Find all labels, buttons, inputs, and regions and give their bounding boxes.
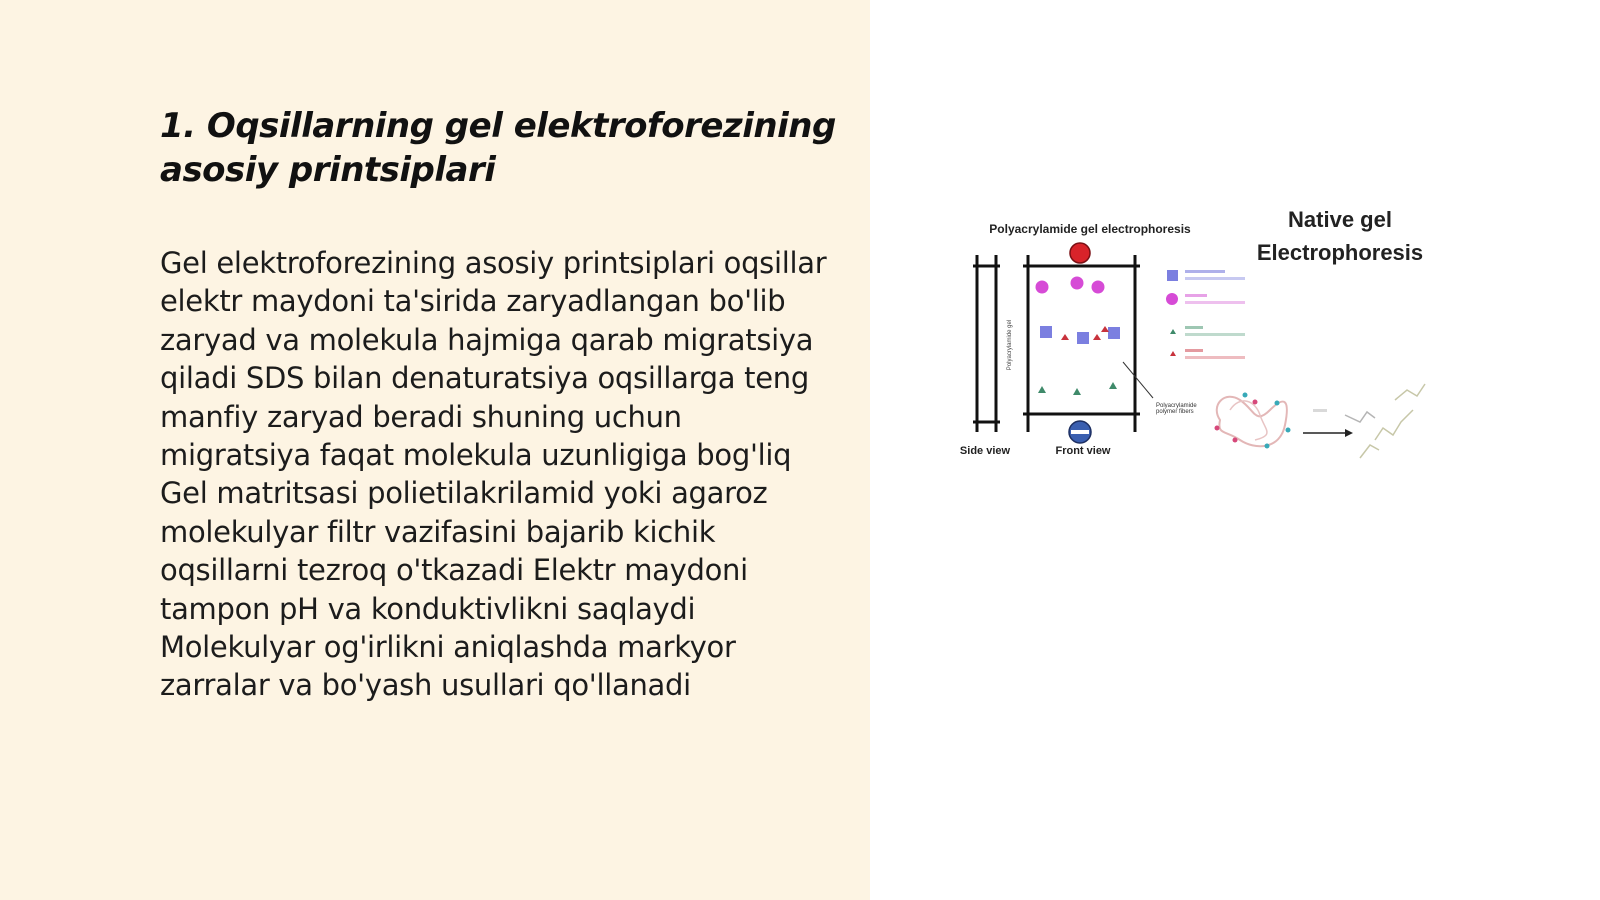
- cathode-electrode: [1070, 243, 1090, 263]
- protein-folding-sketch: [1215, 384, 1426, 458]
- side-view-label: Side view: [959, 445, 1011, 457]
- polymer-label-line2: polymer fibers: [1156, 409, 1194, 415]
- side-view-apparatus: [973, 255, 1000, 432]
- polymer-label-line1: Polyacrylamide: [1156, 403, 1197, 409]
- protein-squares: [1040, 326, 1120, 344]
- polymer-pointer: [1123, 362, 1153, 398]
- legend: [1166, 270, 1245, 359]
- diagram-title: Polyacrylamide gel electrophoresis: [989, 222, 1191, 236]
- native-gel-title-line2: Electrophoresis: [1256, 240, 1424, 265]
- minus-sign-icon: [1071, 430, 1089, 434]
- gel-side-label: Polyacrylamide gel: [1007, 319, 1013, 371]
- electrophoresis-diagram: [955, 200, 1455, 480]
- protein-circles: [1036, 277, 1105, 294]
- electrophoresis-figure: [955, 200, 1455, 480]
- slide-title: 1. Oqsillarning gel elektroforezining asosiy printsiplari: [160, 106, 836, 190]
- front-view-label: Front view: [1055, 445, 1111, 457]
- native-gel-title-line1: Native gel: [1288, 207, 1392, 232]
- protein-green-triangles: [1038, 382, 1117, 395]
- slide-body-text: Gel elektroforezining asosiy printsiplari oqsillar elektr maydoni ta'sirida zaryadlangan bo'lib zaryad va molekula hajmiga qarab migratsiya qiladi SDS bilan denaturatsiya oqsillarga teng manfiy zaryad beradi shuning uchun migratsiya faqat molekula uzunligiga bog'liq Gel matritsasi polietilakrilamid yoki agaroz molekulyar filtr vazifasini bajarib kichik oqsillarni tezroq o'tkazadi Elektr maydoni tampon pH va konduktivlikni saqlaydi Molekulyar og'irlikni aniqlashda markyor zarralar va bo'yash usullari qo'llanadi: [160, 246, 827, 703]
